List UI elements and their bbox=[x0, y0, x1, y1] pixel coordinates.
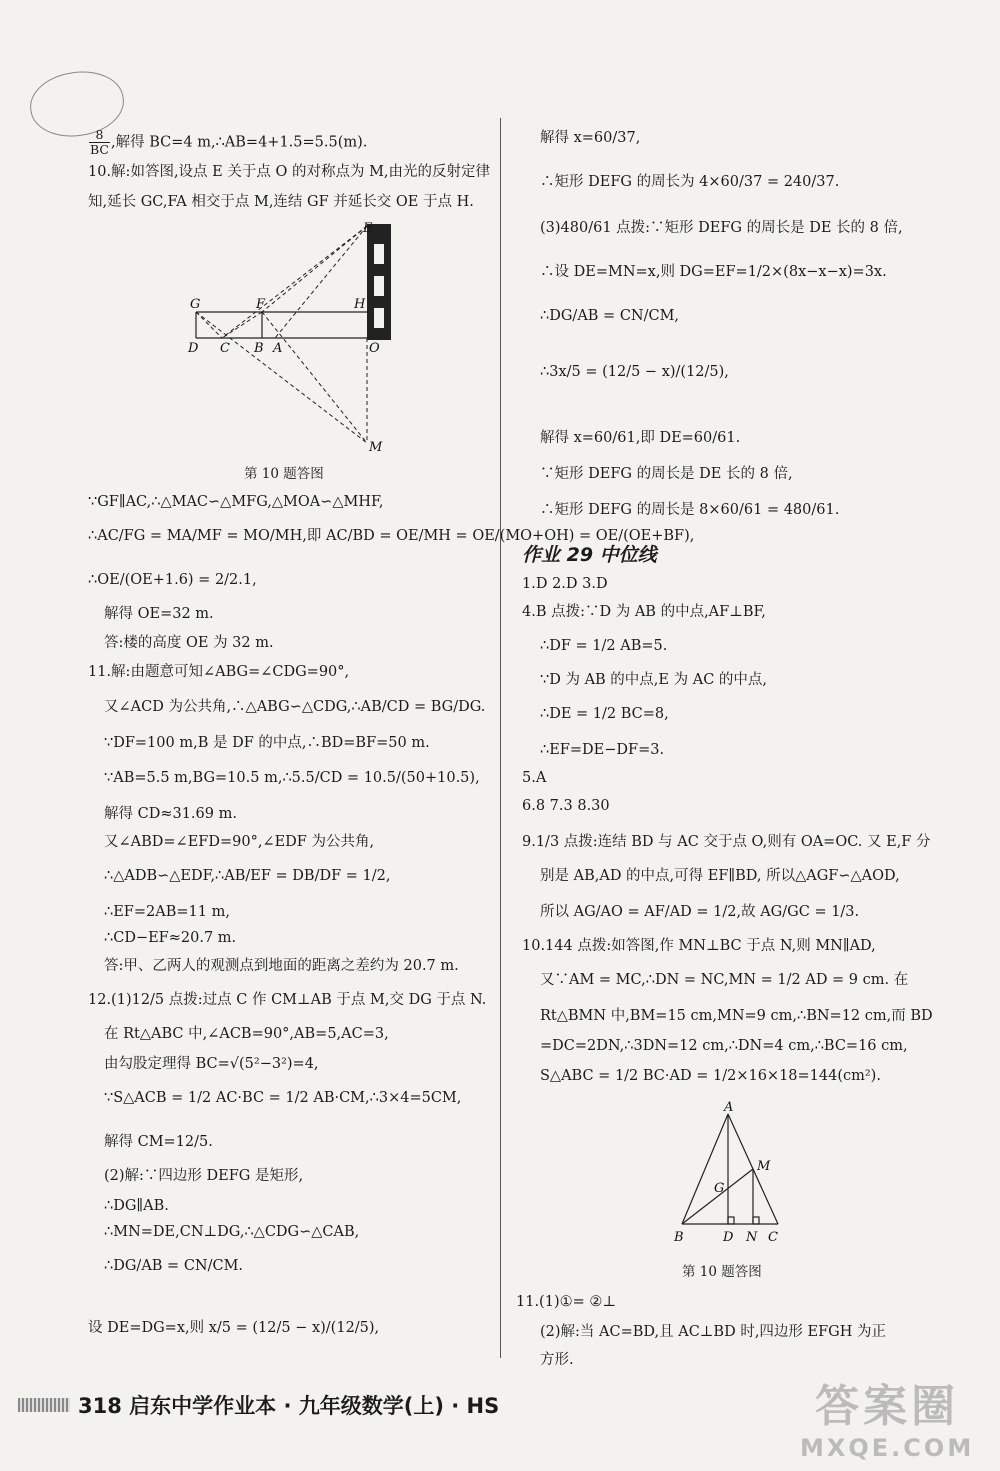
figure-10-right bbox=[668, 1100, 788, 1250]
fig-label-F: F bbox=[256, 297, 266, 312]
q12-line-c: 由勾股定理得 BC=√(5²−3²)=4, bbox=[104, 1056, 319, 1072]
q11-line-h: ∴EF=2AB=11 m, bbox=[104, 904, 230, 920]
page-number: 318 bbox=[78, 1394, 122, 1418]
right-line-2: ∴矩形 DEFG 的周长为 4×60/37 = 240/37. bbox=[540, 174, 840, 190]
footer-bar bbox=[18, 1398, 70, 1412]
fig-label-B: B bbox=[254, 341, 264, 356]
answer-4-c: ∵D 为 AB 的中点,E 为 AC 的中点, bbox=[540, 672, 768, 688]
q10-line-d: ∴AC/FG = MA/MF = MO/MH,即 AC/BD = OE/MH = OE/(MO+OH) = OE/(OE+BF), bbox=[88, 528, 695, 544]
q12-line-d: ∵S△ACB = 1/2 AC·BC = 1/2 AB·CM,∴3×4=5CM, bbox=[104, 1090, 462, 1106]
answer-10-c: Rt△BMN 中,BM=15 cm,MN=9 cm,∴BN=12 cm,而 BD bbox=[540, 1008, 933, 1024]
right-line-6: ∴3x/5 = (12/5 − x)/(12/5), bbox=[540, 364, 729, 380]
answer-4-b: ∴DF = 1/2 AB=5. bbox=[540, 638, 668, 654]
right-line-9: ∴矩形 DEFG 的周长是 8×60/61 = 480/61. bbox=[540, 502, 840, 518]
q11-line-f: 又∠ABD=∠EFD=90°,∠EDF 为公共角, bbox=[104, 834, 375, 850]
fig-label-M: M bbox=[369, 440, 383, 455]
fig-label-A: A bbox=[724, 1100, 734, 1115]
answer-6-8: 6.8 7.3 8.30 bbox=[522, 798, 610, 814]
fig-label-E: E bbox=[363, 221, 373, 236]
fig-label-O: O bbox=[369, 341, 380, 356]
right-line-5: ∴DG/AB = CN/CM, bbox=[540, 308, 680, 324]
answer-9-b: 别是 AB,AD 的中点,可得 EF∥BD, 所以△AGF∽△AOD, bbox=[540, 868, 900, 884]
fraction: $\frac{8}{BC}$ bbox=[90, 127, 109, 157]
q12-line-b: 在 Rt△ABC 中,∠ACB=90°,AB=5,AC=3, bbox=[104, 1026, 389, 1042]
fig-label-G: G bbox=[714, 1181, 725, 1196]
answer-10-e: S△ABC = 1/2 BC·AD = 1/2×16×18=144(cm²). bbox=[540, 1068, 881, 1084]
fig-label-D: D bbox=[723, 1230, 734, 1245]
q11-line-d: ∵AB=5.5 m,BG=10.5 m,∴5.5/CD = 10.5/(50+10.5), bbox=[104, 770, 480, 786]
answer-9-c: 所以 AG/AO = AF/AD = 1/2,故 AG/GC = 1/3. bbox=[540, 904, 860, 920]
right-line-4: ∴设 DE=MN=x,则 DG=EF=1/2×(8x−x−x)=3x. bbox=[540, 264, 887, 280]
q11-line-c: ∵DF=100 m,B 是 DF 的中点,∴BD=BF=50 m. bbox=[104, 735, 430, 751]
fig-label-C: C bbox=[768, 1230, 778, 1245]
right-line-3: (3)480/61 点拨:∵矩形 DEFG 的周长是 DE 长的 8 倍, bbox=[540, 220, 903, 236]
watermark: 答案圈 MXQE.COM bbox=[800, 1381, 975, 1462]
footer bbox=[78, 1390, 499, 1420]
answer-10: 10.144 点拨:如答图,作 MN⊥BC 于点 N,则 MN∥AD, bbox=[522, 938, 876, 954]
left-line-1: $\frac{8}{BC}$ ,解得 BC=4 m,∴AB=4+1.5=5.5(m). bbox=[90, 127, 368, 157]
q10-line-c: ∵GF∥AC,∴△MAC∽△MFG,△MOA∽△MHF, bbox=[88, 494, 384, 510]
figure-10-left bbox=[180, 218, 410, 458]
fig-label-H: H bbox=[354, 297, 366, 312]
q12-line-h: ∴MN=DE,CN⊥DG,∴△CDG∽△CAB, bbox=[104, 1224, 360, 1240]
q10-line-b: 知,延长 GC,FA 相交于点 M,连结 GF 并延长交 OE 于点 H. bbox=[88, 194, 474, 210]
answer-4-e: ∴EF=DE−DF=3. bbox=[540, 742, 665, 758]
book-title: 启东中学作业本 · 九年级数学(上) · HS bbox=[129, 1394, 500, 1418]
q11-line-a: 11.解:由题意可知∠ABG=∠CDG=90°, bbox=[88, 664, 350, 680]
right-line-7: 解得 x=60/61,即 DE=60/61. bbox=[540, 430, 741, 446]
answer-11: 11.(1)①= ②⊥ bbox=[516, 1294, 616, 1310]
q11-line-i: ∴CD−EF≈20.7 m. bbox=[104, 930, 237, 946]
figure-10-right-caption: 第 10 题答图 bbox=[682, 1264, 762, 1280]
q11-line-e: 解得 CD≈31.69 m. bbox=[104, 806, 237, 822]
section-heading: 作业 29 中位线 bbox=[522, 544, 657, 566]
answer-11-c: 方形. bbox=[540, 1352, 574, 1368]
fig-label-C: C bbox=[220, 341, 230, 356]
column-divider bbox=[500, 118, 501, 1358]
right-line-1: 解得 x=60/37, bbox=[540, 130, 641, 146]
q10-line-f: 解得 OE=32 m. bbox=[104, 606, 214, 622]
q10-line-e: ∴OE/(OE+1.6) = 2/2.1, bbox=[88, 572, 257, 588]
answer-5: 5.A bbox=[522, 770, 547, 786]
fig-label-A: A bbox=[273, 341, 283, 356]
answer-11-b: (2)解:当 AC=BD,且 AC⊥BD 时,四边形 EFGH 为正 bbox=[540, 1324, 887, 1340]
q12-line-a: 12.(1)12/5 点拨:过点 C 作 CM⊥AB 于点 M,交 DG 于点 N. bbox=[88, 992, 487, 1008]
q12-line-g: ∴DG∥AB. bbox=[104, 1198, 169, 1214]
answer-1-3: 1.D 2.D 3.D bbox=[522, 576, 608, 592]
answer-10-d: =DC=2DN,∴3DN=12 cm,∴DN=4 cm,∴BC=16 cm, bbox=[540, 1038, 908, 1054]
fig-label-M: M bbox=[757, 1159, 771, 1174]
q11-line-g: ∴△ADB∽△EDF,∴AB/EF = DB/DF = 1/2, bbox=[104, 868, 391, 884]
figure-10-left-caption: 第 10 题答图 bbox=[244, 466, 324, 482]
answer-4-d: ∴DE = 1/2 BC=8, bbox=[540, 706, 669, 722]
fig-label-D: D bbox=[188, 341, 199, 356]
q10-line-g: 答:楼的高度 OE 为 32 m. bbox=[104, 635, 274, 651]
q12-line-e: 解得 CM=12/5. bbox=[104, 1134, 213, 1150]
answer-10-b: 又∵AM = MC,∴DN = NC,MN = 1/2 AD = 9 cm. 在 bbox=[540, 972, 909, 988]
fig-label-G: G bbox=[190, 297, 201, 312]
q11-line-j: 答:甲、乙两人的观测点到地面的距离之差约为 20.7 m. bbox=[104, 958, 459, 974]
q11-line-b: 又∠ACD 为公共角,∴△ABG∽△CDG,∴AB/CD = BG/DG. bbox=[104, 699, 486, 715]
q12-line-j: 设 DE=DG=x,则 x/5 = (12/5 − x)/(12/5), bbox=[88, 1320, 380, 1336]
answer-9: 9.1/3 点拨:连结 BD 与 AC 交于点 O,则有 OA=OC. 又 E,F 分 bbox=[522, 834, 931, 850]
right-line-8: ∵矩形 DEFG 的周长是 DE 长的 8 倍, bbox=[540, 466, 793, 482]
fig-label-B: B bbox=[674, 1230, 684, 1245]
fig-label-N: N bbox=[746, 1230, 758, 1245]
q12-line-i: ∴DG/AB = CN/CM. bbox=[104, 1258, 244, 1274]
q12-line-f: (2)解:∵四边形 DEFG 是矩形, bbox=[104, 1168, 304, 1184]
answer-4: 4.B 点拨:∵D 为 AB 的中点,AF⊥BF, bbox=[522, 604, 766, 620]
q10-line-a: 10.解:如答图,设点 E 关于点 O 的对称点为 M,由光的反射定律 bbox=[88, 164, 491, 180]
